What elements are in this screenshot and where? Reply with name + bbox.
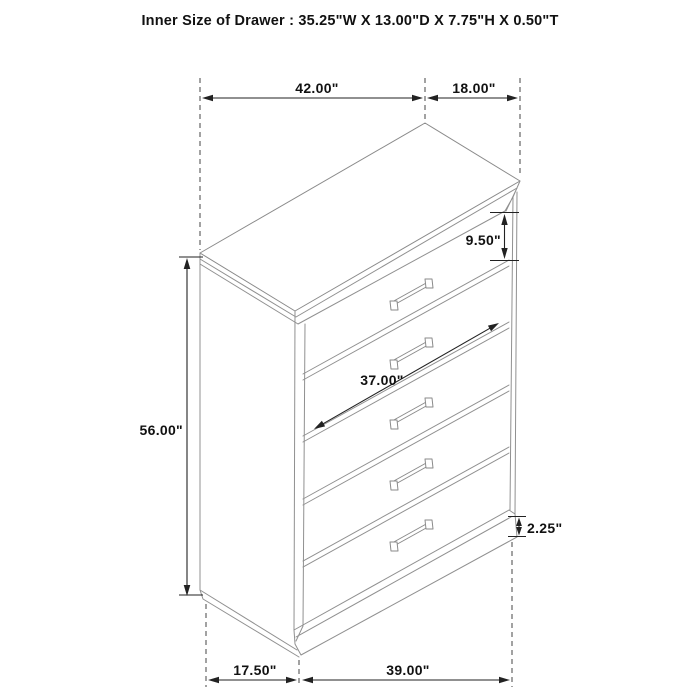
dresser-drawing — [200, 123, 520, 657]
drawer-divider-2 — [303, 322, 509, 442]
dim-top-drawer-height-label: 9.50" — [465, 232, 501, 248]
dim-overall-height — [140, 257, 203, 596]
cabinet-side-face — [200, 253, 299, 657]
drawer-divider-4 — [303, 447, 509, 567]
dim-base-width — [302, 662, 510, 683]
dim-top-width — [202, 80, 423, 101]
drawer-handle-4 — [390, 459, 433, 490]
cabinet-base — [294, 510, 517, 655]
drawer-handle-5 — [390, 520, 433, 551]
dim-base-depth-label: 17.50" — [233, 662, 277, 678]
dim-top-drawer-height — [466, 213, 519, 261]
dim-top-depth — [427, 80, 518, 101]
dim-top-width-label: 42.00" — [295, 80, 339, 96]
dim-base-height-label: 2.25" — [527, 520, 563, 536]
drawer-divider-3 — [303, 385, 509, 505]
dim-base-width-label: 39.00" — [386, 662, 430, 678]
dim-overall-height-label: 56.00" — [139, 422, 183, 438]
dim-top-depth-label: 18.00" — [452, 80, 496, 96]
page-title: Inner Size of Drawer : 35.25"W X 13.00"D X 7.75"H X 0.50"T — [141, 13, 559, 29]
cabinet-top-face — [200, 123, 520, 311]
dim-drawer-face-width-label: 37.00" — [360, 372, 404, 388]
dim-base-depth — [208, 662, 297, 683]
drawer-handle-3 — [390, 398, 433, 429]
